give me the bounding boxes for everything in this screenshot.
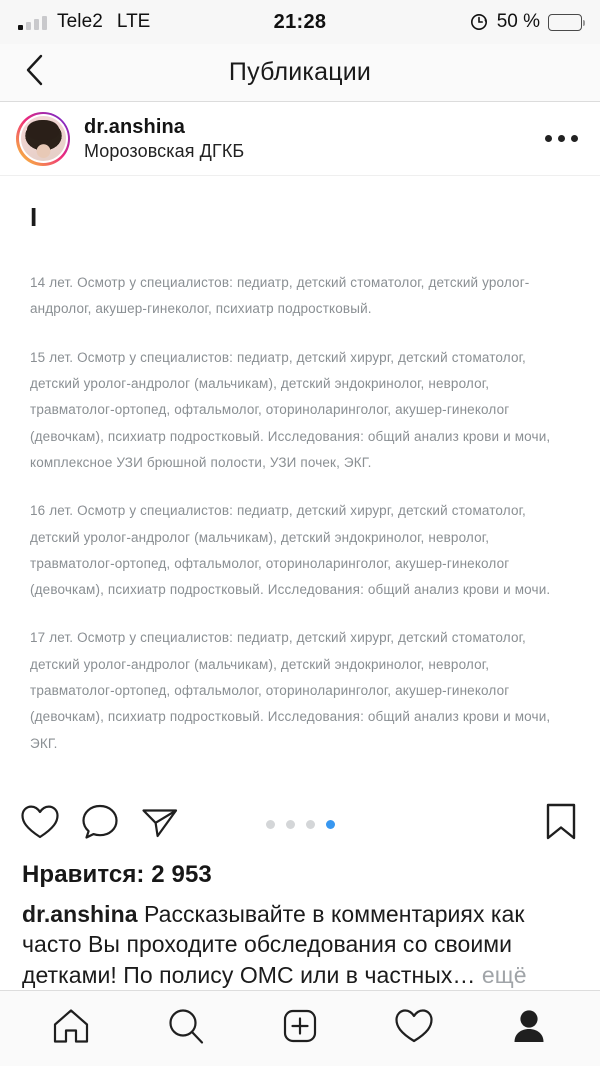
post-caption xyxy=(0,889,600,990)
battery-percent-label: 50 % xyxy=(496,11,540,32)
caption-text: Рассказывайте в комментариях как часто Вы проходите обследования со своими детками! По полису ОМС или в частных… xyxy=(22,900,525,988)
caption-username[interactable]: dr.anshina xyxy=(22,900,138,927)
status-bar-left xyxy=(18,11,150,33)
carrier-label: Tele2 xyxy=(57,11,103,32)
tab-home[interactable] xyxy=(41,999,101,1059)
slide-paragraph: 14 лет. Осмотр у специалистов: педиатр, детский стоматолог, детский уролог-андролог, акушер-гинеколог, психиатр подростковый. xyxy=(30,275,530,317)
status-bar xyxy=(0,0,600,44)
slide-mark: I xyxy=(30,202,38,232)
avatar[interactable] xyxy=(16,112,70,166)
tab-profile[interactable] xyxy=(499,999,559,1059)
search-icon xyxy=(164,1004,208,1053)
avatar-inner xyxy=(19,114,68,163)
battery-icon xyxy=(548,14,582,31)
slide-paragraph: 17 лет. Осмотр у специалистов: педиатр, детский хирург, детский стоматолог, детский уролог-андролог (мальчикам), детский эндокринолог, невролог, травматолог-ортопед, офтальмолог, оториноларинголог, акушер-гинеколог (девочкам), психиатр подростковый. Исследования: общий анализ крови и мочи, ЭКГ. xyxy=(30,630,551,751)
person-icon xyxy=(507,1004,551,1053)
save-button[interactable] xyxy=(542,801,580,848)
share-icon xyxy=(140,803,180,846)
slide-paragraph: 16 лет. Осмотр у специалистов: педиатр, детский хирург, детский стоматолог, детский уролог-андролог (мальчикам), детский эндокринолог, невролог, травматолог-ортопед, офтальмолог, оториноларинголог, акушер-гинеколог (девочкам), психиатр подростковый. Исследования: общий анализ крови и мочи. xyxy=(30,503,551,598)
bookmark-icon xyxy=(542,801,580,848)
ellipsis-icon-dot xyxy=(571,135,578,142)
rotation-lock-icon xyxy=(469,12,489,32)
tab-activity[interactable] xyxy=(384,999,444,1059)
share-button[interactable] xyxy=(140,803,180,846)
post-username[interactable]: dr.anshina xyxy=(84,115,186,138)
avatar-photo xyxy=(21,116,66,161)
status-bar-right xyxy=(469,11,582,33)
post-options-button[interactable] xyxy=(539,121,584,156)
network-type-label: LTE xyxy=(116,11,151,32)
heart-icon xyxy=(20,803,60,846)
slide-paragraph: 15 лет. Осмотр у специалистов: педиатр, детский хирург, детский стоматолог, детский уролог-андролог (мальчикам), детский эндокринолог, невролог, травматолог-ортопед, офтальмолог, оториноларинголог, акушер-гинеколог (девочкам), психиатр подростковый. Исследования: общий анализ крови и мочи, комплексное УЗИ брюшной полости, УЗИ почек, ЭКГ. xyxy=(30,349,551,470)
post-header xyxy=(0,102,600,176)
navigation-bar xyxy=(0,44,600,102)
comment-button[interactable] xyxy=(80,802,120,847)
carousel-dot xyxy=(266,820,275,829)
signal-strength-icon xyxy=(18,14,47,30)
tab-bar xyxy=(0,990,600,1066)
plus-square-icon xyxy=(278,1004,322,1053)
home-icon xyxy=(49,1004,93,1053)
post-actions-left xyxy=(20,802,180,847)
comment-icon xyxy=(80,802,120,847)
carousel-dot xyxy=(326,820,335,829)
likes-count[interactable]: Нравится: 2 953 xyxy=(22,860,212,888)
like-button[interactable] xyxy=(20,803,60,846)
ellipsis-icon-dot xyxy=(545,135,552,142)
heart-icon xyxy=(392,1005,436,1052)
ellipsis-icon-dot xyxy=(558,135,565,142)
carousel-dot xyxy=(306,820,315,829)
post-header-text xyxy=(84,116,244,162)
post-location[interactable]: Морозовская ДГКБ xyxy=(84,140,245,161)
clock-label: 21:28 xyxy=(273,10,327,33)
tab-search[interactable] xyxy=(156,999,216,1059)
post-actions-right xyxy=(542,801,580,848)
carousel-dot xyxy=(286,820,295,829)
tab-add[interactable] xyxy=(270,999,330,1059)
post-media[interactable] xyxy=(0,176,600,793)
page-title: Публикации xyxy=(228,58,372,86)
post-actions xyxy=(0,793,600,857)
slide-text-block xyxy=(30,270,570,757)
caption-more-link[interactable]: ещё xyxy=(481,961,527,988)
